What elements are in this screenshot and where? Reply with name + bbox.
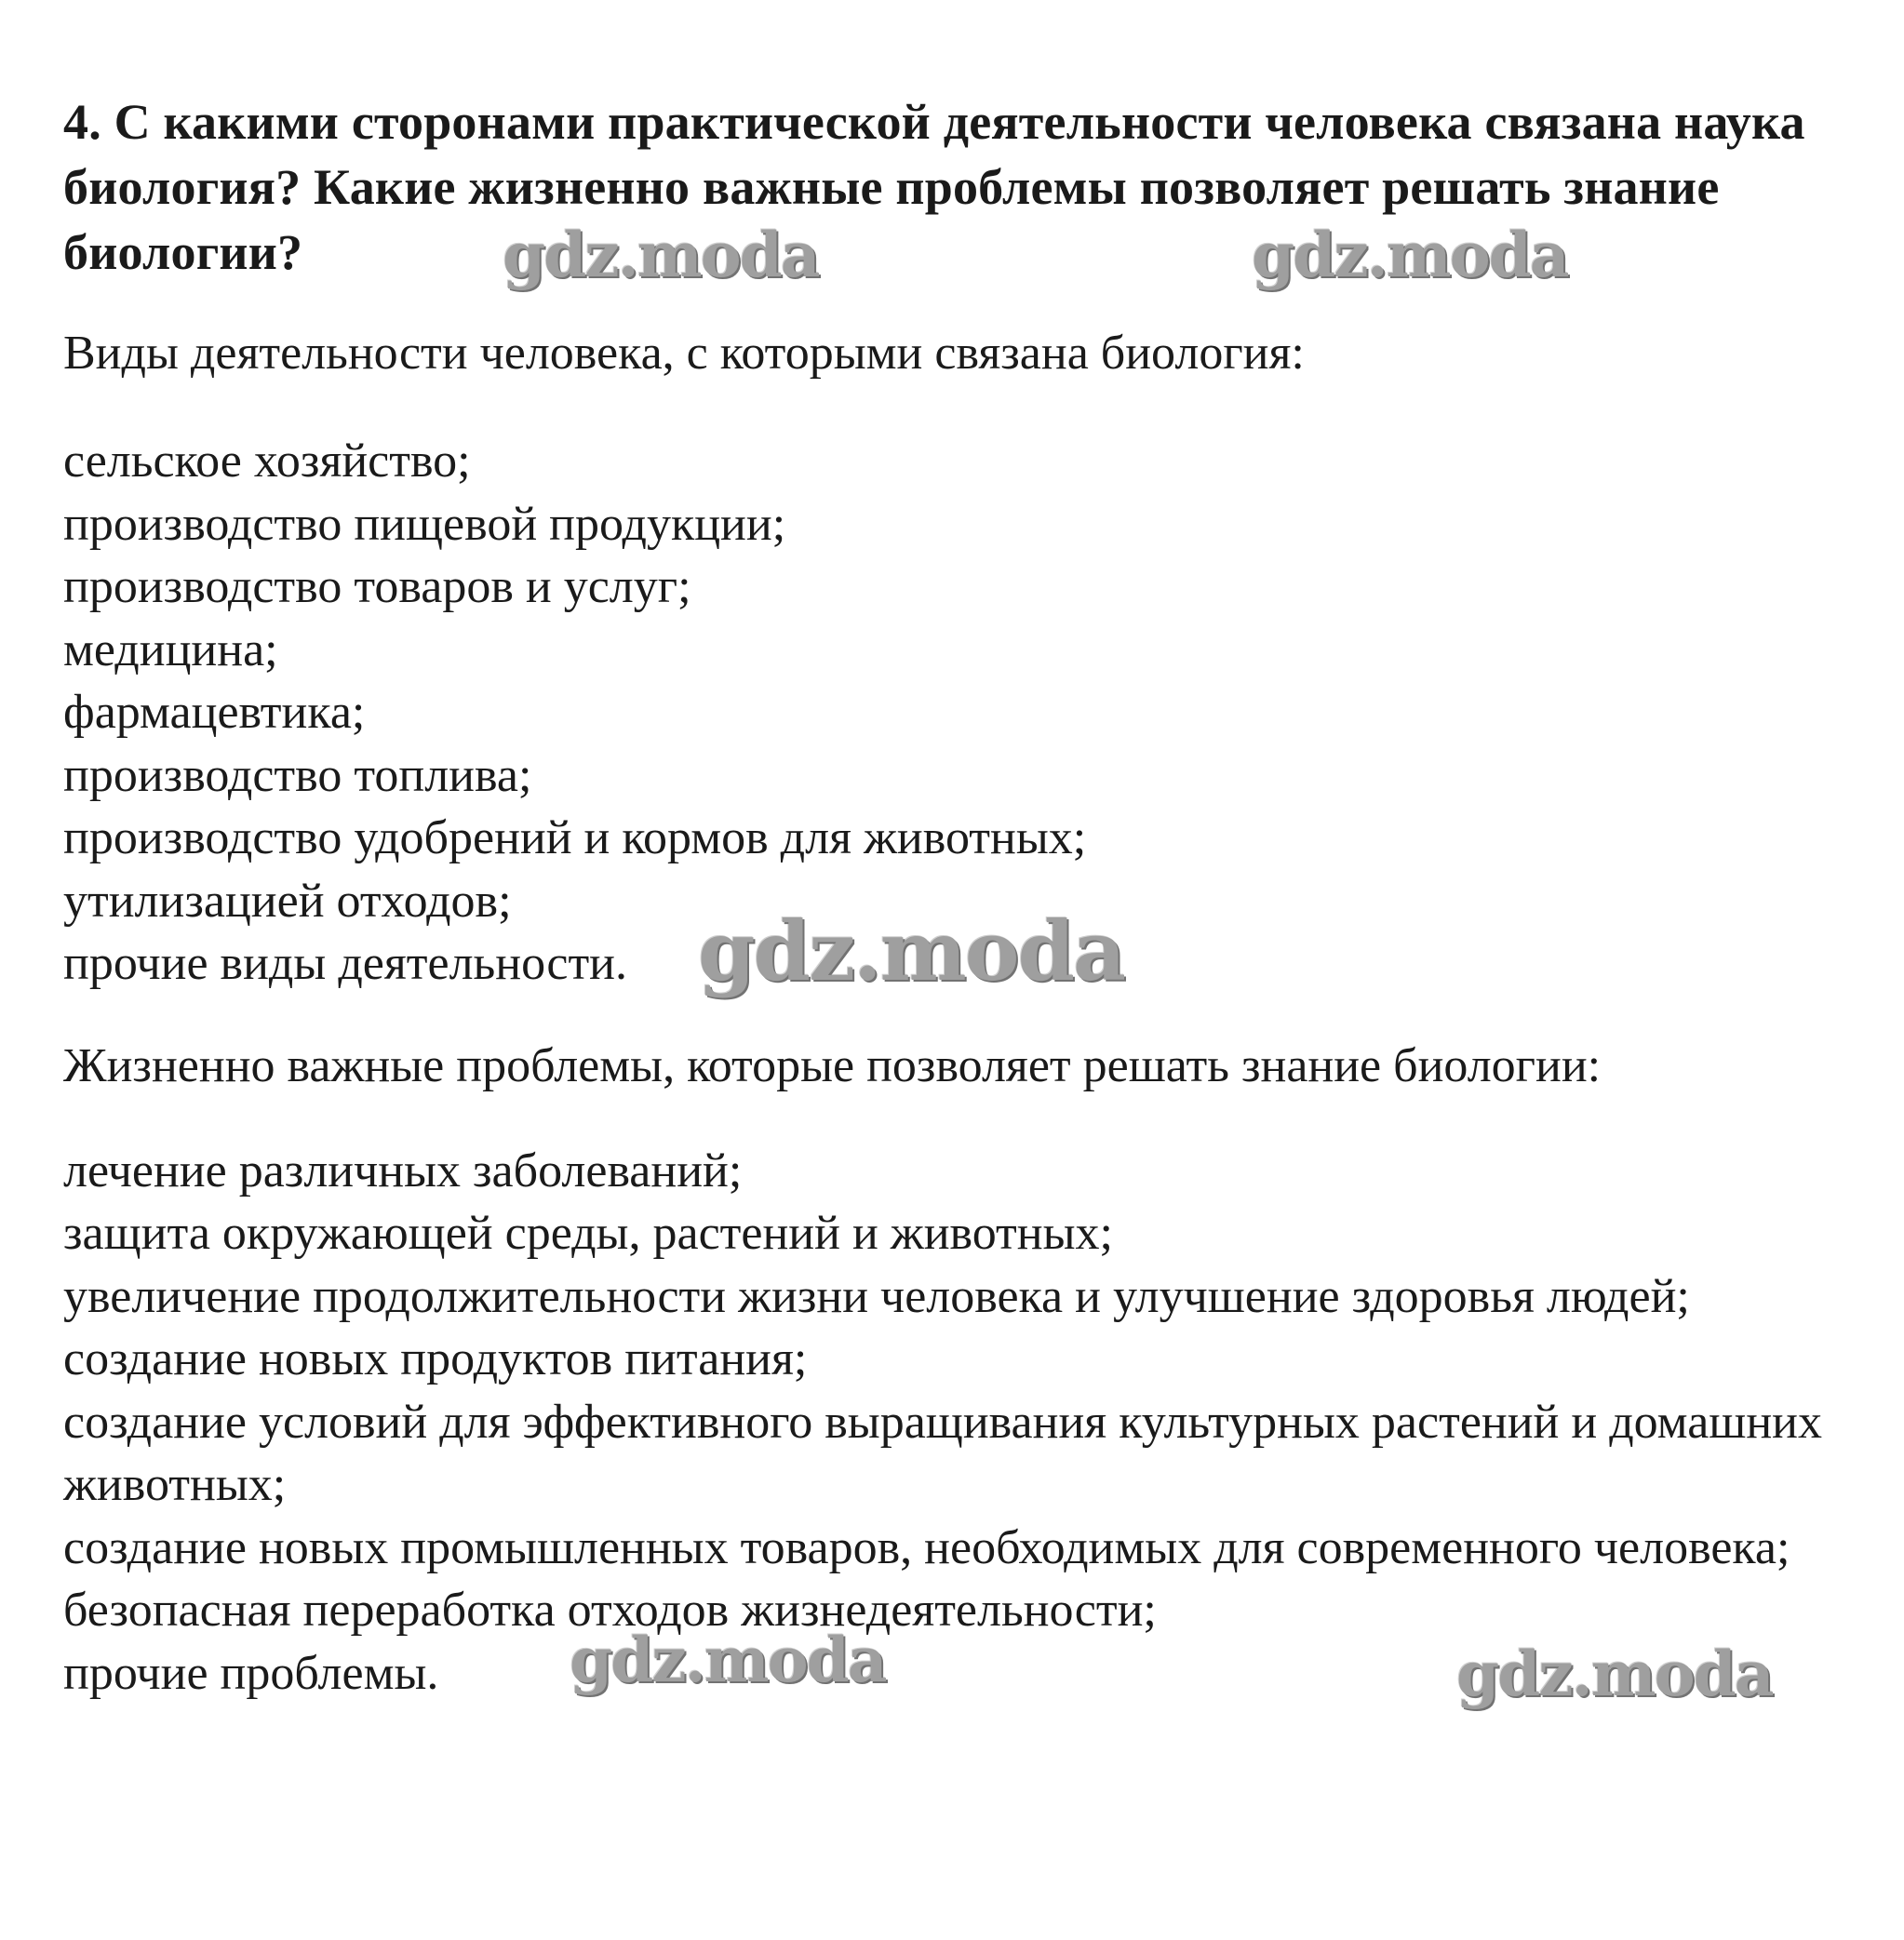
list-item: лечение различных заболеваний; — [63, 1144, 743, 1197]
list-item: создание новых промышленных товаров, необходимых для современного человека; — [63, 1520, 1790, 1574]
list-item: увеличение продолжительности жизни человека и улучшение здоровья людей; — [63, 1269, 1690, 1323]
watermark: gdz.moda — [570, 1624, 886, 1696]
list-item: фармацевтика; — [63, 686, 366, 739]
watermark: gdz.moda — [698, 903, 1125, 999]
watermark: gdz.moda — [1252, 219, 1568, 291]
document-page — [63, 89, 1869, 1705]
list-item: прочие проблемы. — [63, 1646, 439, 1700]
list-item: защита окружающей среды, растений и животных; — [63, 1207, 1113, 1260]
activities-intro: Виды деятельности человека, с которыми связана биология: — [63, 327, 1305, 380]
list-item: безопасная переработка отходов жизнедеятельности; — [63, 1584, 1157, 1637]
list-item: прочие виды деятельности. — [63, 937, 627, 990]
watermark: gdz.moda — [1456, 1638, 1773, 1710]
list-item: медицина; — [63, 622, 278, 676]
list-item: производство пищевой продукции; — [63, 497, 786, 551]
problems-intro: Жизненно важные проблемы, которые позволяет решать знание биологии: — [63, 1038, 1602, 1092]
list-item: создание новых продуктов питания; — [63, 1332, 808, 1385]
list-item: производство удобрений и кормов для животных; — [63, 811, 1087, 864]
problems-list — [63, 1140, 1869, 1706]
list-item: утилизацией отходов; — [63, 874, 512, 928]
list-item: производство топлива; — [63, 748, 532, 802]
list-item: сельское хозяйство; — [63, 435, 471, 488]
list-item: производство товаров и услуг; — [63, 560, 691, 613]
list-item: создание условий для эффективного выращивания культурных растений и домашних животных; — [63, 1395, 1823, 1511]
watermark: gdz.moda — [503, 219, 819, 291]
question-heading: 4. С какими сторонами практической деятельности человека связана наука биология? Какие жизненно важные проблемы позволяет решать знание биологии? — [63, 94, 1805, 280]
